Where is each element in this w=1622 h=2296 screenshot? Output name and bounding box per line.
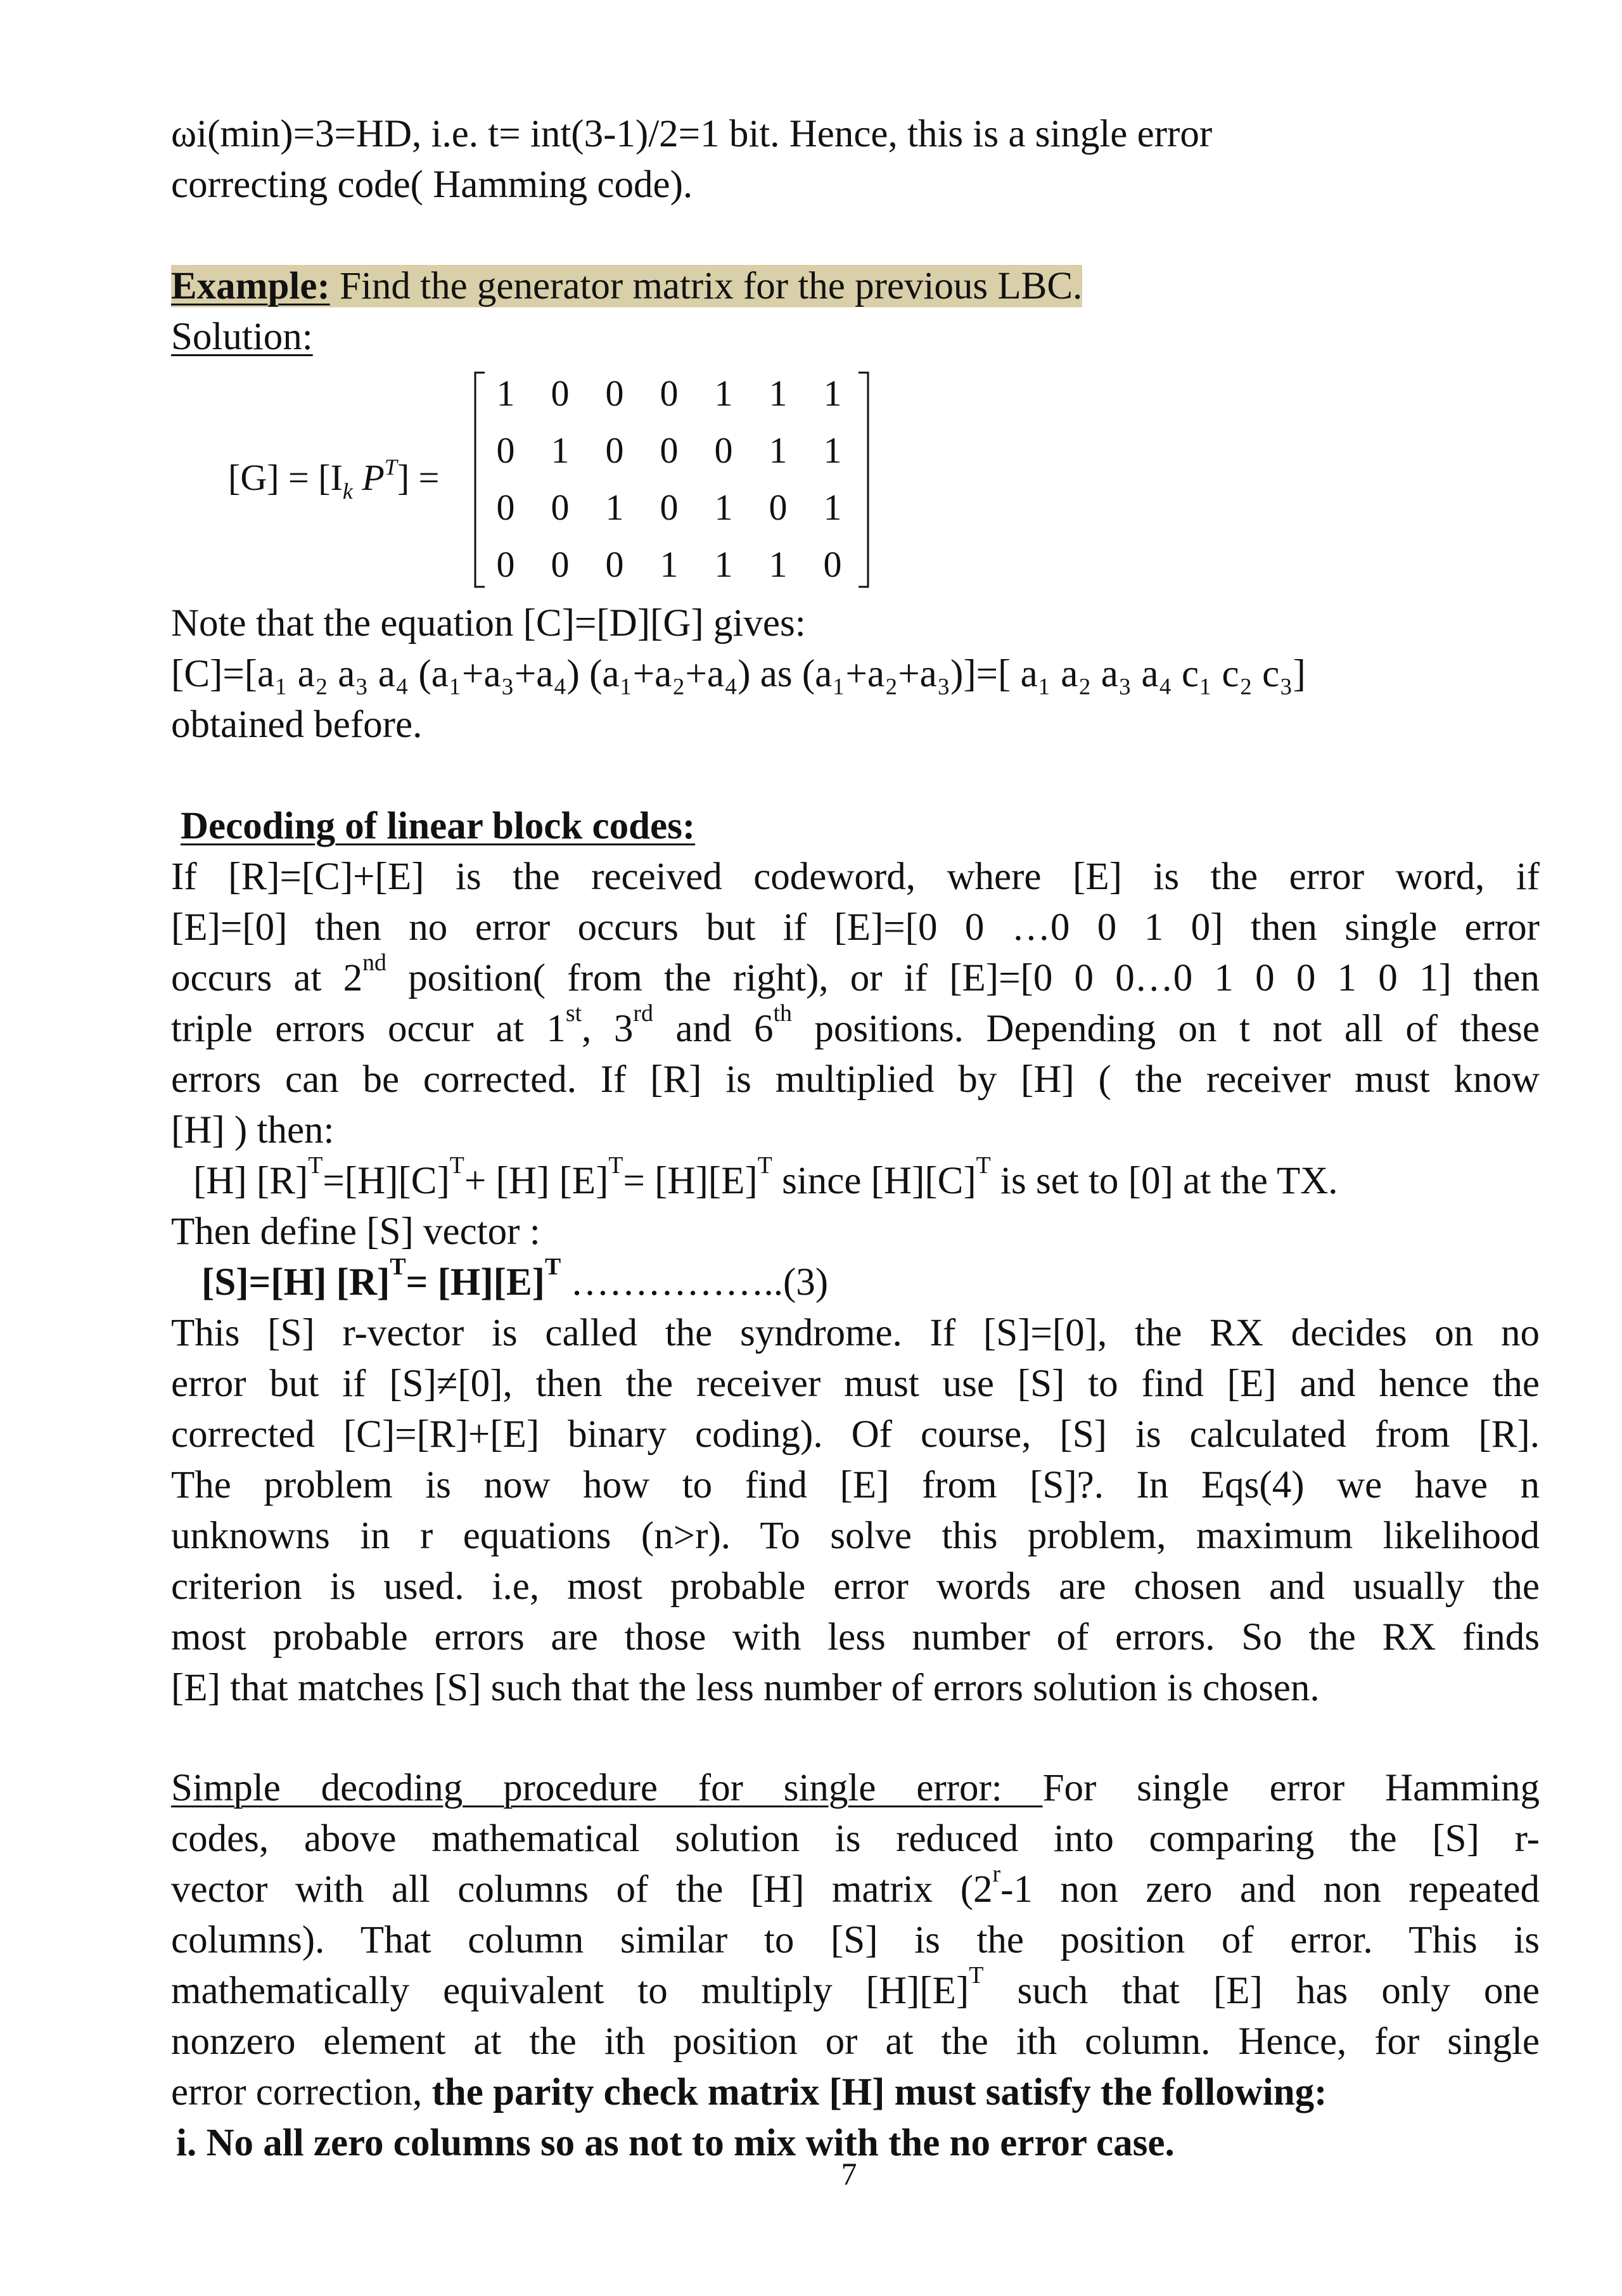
matrix-lhs: $[G] = [I_k$ $P^T$] = [228,454,440,504]
para-line: criterion is used. i.e, most probable error words are chosen and usually the [171,1565,1540,1608]
para-line: error but if [S]≠[0], then the receiver must use [S] to find [E] and hence the [171,1363,1540,1405]
para-line: errors can be corrected. If [R] is multiplied by [H] ( the receiver must know [171,1058,1540,1101]
matrix-cell: 1 [823,487,842,528]
matrix-cell: 1 [605,487,624,528]
matrix-cell: 0 [551,487,570,528]
right-bracket [859,373,868,587]
para-line: i. No all zero columns so as not to mix with the no error case. [176,2122,1175,2164]
para-line: corrected [C]=[R]+[E] binary coding). Of course, [S] is calculated from [R]. [171,1413,1540,1456]
para-line: Then define [S] vector : [171,1210,540,1253]
matrix-cell: 1 [496,373,515,414]
matrix-cell: 0 [605,373,624,414]
para-line: codes, above mathematical solution is reduced into comparing the [S] r- [171,1818,1540,1860]
matrix-cell: 0 [496,430,515,471]
example-label: Example: [171,265,330,307]
para-line: error correction, the parity check matrix [H] must satisfy the following: [171,2071,1327,2113]
matrix-cell: 0 [660,430,679,471]
para-line: most probable errors are those with less number of errors. So the RX finds [171,1616,1540,1658]
matrix-cell: 1 [551,430,570,471]
para-line: This [S] r-vector is called the syndrome. If [S]=[0], the RX decides on no [171,1312,1540,1354]
para-line: The problem is now how to find [E] from [S]?. In Eqs(4) we have n [171,1464,1540,1506]
matrix-cell: 0 [823,544,842,585]
para-line: If [R]=[C]+[E] is the received codeword, where [E] is the error word, if [171,856,1540,898]
matrix-cell: 1 [769,544,788,585]
para-line: unknowns in r equations (n>r). To solve this problem, maximum likelihood [171,1515,1540,1557]
matrix-cell: 1 [769,430,788,471]
matrix-cell: 1 [714,544,733,585]
matrix-cell: 1 [714,373,733,414]
matrix-cell: 1 [769,373,788,414]
matrix-cell: 0 [551,373,570,414]
matrix-cell: 0 [496,544,515,585]
matrix-cell: 1 [660,544,679,585]
matrix-cell: 0 [551,544,570,585]
matrix-cell: 0 [714,430,733,471]
matrix-cell: 0 [660,373,679,414]
note-line: Note that the equation [C]=[D][G] gives: [171,602,806,645]
para-line: [E] that matches [S] such that the less number of errors solution is chosen. [171,1667,1320,1709]
para-line: Simple decoding procedure for single error: For single error Hamming [171,1767,1540,1809]
para-line: vector with all columns of the [H] matrix (2$^r$-1 non zero and non repeated [171,1860,1540,1911]
decoding-heading: Decoding of linear block codes: [181,805,696,847]
matrix-cell: 1 [823,373,842,414]
para-line: nonzero element at the ith position or at the ith column. Hence, for single [171,2020,1540,2063]
matrix-cell: 1 [823,430,842,471]
note-line: obtained before. [171,703,423,746]
para-line: triple errors occur at 1st, 3rd and 6th positions. Depending on t not all of these [171,999,1540,1050]
matrix-cell: 0 [605,430,624,471]
note-line: [C]=[a₁ a₂ a₃ a₄ (a₁+a₃+a₄) (a₁+a₂+a₄) as (a₁+a₂+a₃)]=[ a₁ a₂ a₃ a₄ c₁ c₂ c₃] [171,653,1306,695]
para-line: [H] ) then: [171,1109,335,1151]
matrix-cell: 0 [496,487,515,528]
left-bracket [475,373,485,587]
example-line [171,261,1540,312]
matrix-cell: 0 [769,487,788,528]
matrix-cell: 0 [605,544,624,585]
solution-label: Solution: [171,316,313,358]
para-line: occurs at 2nd position( from the right), or if [E]=[0 0 0…0 1 0 0 1 0 1] then [171,949,1540,999]
simple-decoding-heading: Simple decoding procedure for single error: [171,1767,1043,1809]
example-text: Find the generator matrix for the previous LBC. [329,265,1083,307]
para-line: columns). That column similar to [S] is the position of error. This is [171,1919,1540,1961]
para-line: ωi(min)=3=HD, i.e. t= int(3-1)/2=1 bit. Hence, this is a single error [171,113,1213,155]
syndrome-derivation: [H] $[R]^T=[H][C]^T+ [H]$ $[E]^T= [H][E]^T$ since $[H][C]^T$ is set to [0] at the TX. [193,1151,1338,1202]
para-line: [E]=[0] then no error occurs but if [E]=[0 0 …0 0 1 0] then single error [171,906,1540,949]
syndrome-equation: [S]=[H] $[R]^T= [H][E]^T$ ……………..(3) [201,1253,829,1304]
para-line: correcting code( Hamming code). [171,164,693,206]
matrix-cells [497,373,842,585]
matrix-cell: 0 [660,487,679,528]
generator-matrix [228,360,900,601]
matrix-cell: 1 [714,487,733,528]
page-number: 7 [841,2156,857,2191]
para-line: mathematically equivalent to multiply $[H][E]^T$ such that [E] has only one [171,1961,1540,2012]
